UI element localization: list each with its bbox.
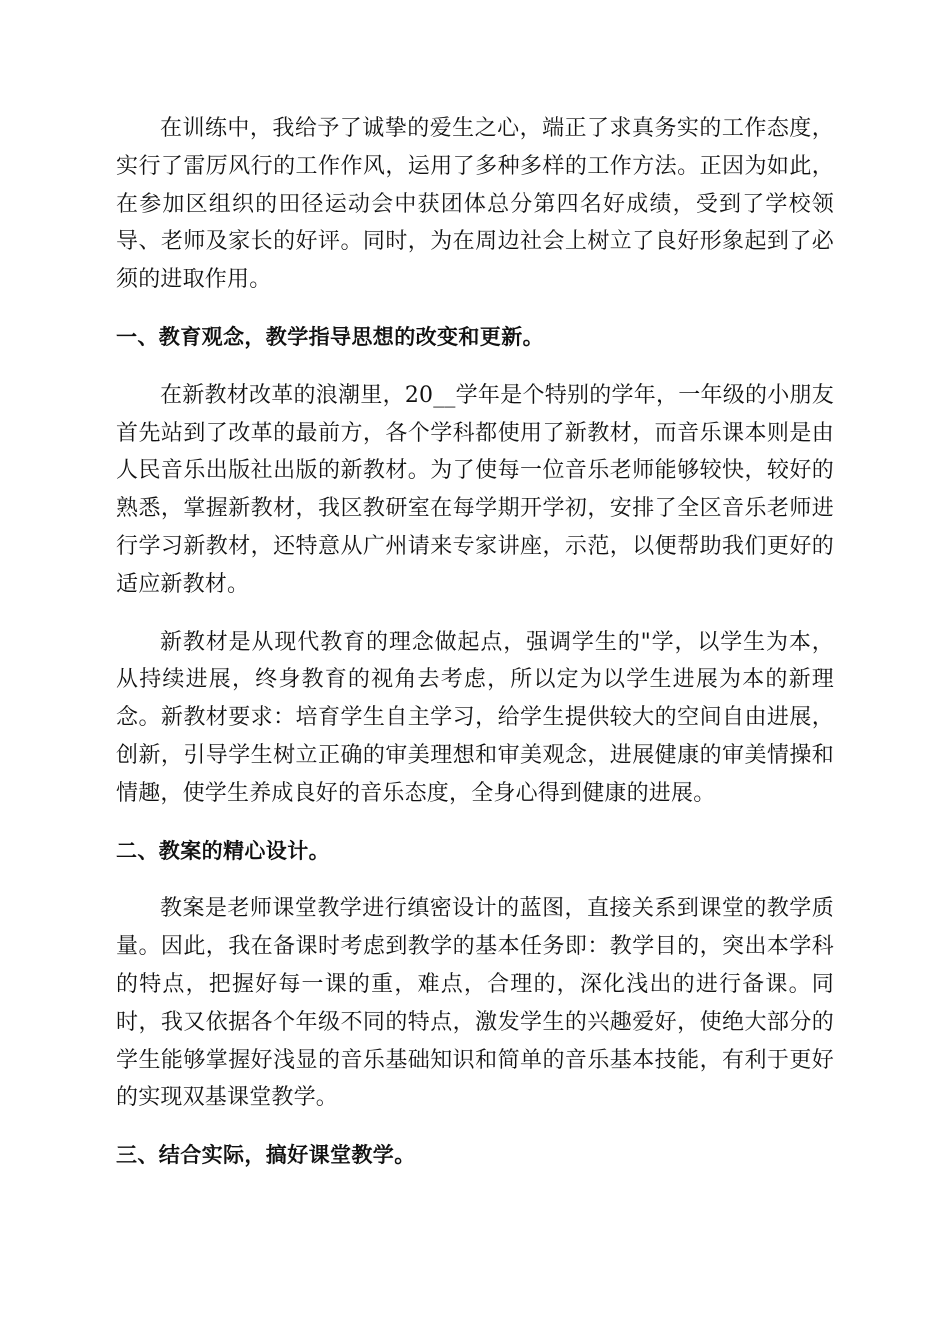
paragraph-training: 在训练中，我给予了诚挚的爱生之心，端正了求真务实的工作态度，实行了雷厉风行的工作作风，运用了多种多样的工作方法。正因为如此，在参加区组织的田径运动会中获团体总分第四名好成绩，受到了学校领导、老师及家长的好评。同时，为在周边社会上树立了良好形象起到了必须的进取作用。 [116,116,834,293]
heading-classroom-teaching: 三、结合实际，搞好课堂教学。 [116,1143,416,1168]
paragraph-new-textbook-reform: 在新教材改革的浪潮里，20__学年是个特别的学年，一年级的小朋友首先站到了改革的最前方，各个学科都使用了新教材，而音乐课本则是由人民音乐出版社出版的新教材。为了使每一位音乐老师能够较快，较好的熟悉，掌握新教材，我区教研室在每学期开学初，安排了全区音乐老师进行学习新教材，还特意从广州请来专家讲座，示范，以便帮助我们更好的适应新教材。 [116,382,834,597]
heading-lesson-plan-design: 二、教案的精心设计。 [116,838,330,863]
heading-education-concept: 一、教育观念，教学指导思想的改变和更新。 [116,324,544,349]
paragraph-new-textbook-concept: 新教材是从现代教育的理念做起点，强调学生的"学，以学生为本，从持续进展，终身教育的视角去考虑，所以定为以学生进展为本的新理念。新教材要求：培育学生自主学习，给学生提供较大的空间自由进展，创新，引导学生树立正确的审美理想和审美观念，进展健康的审美情操和情趣，使学生养成良好的音乐态度，全身心得到健康的进展。 [116,629,834,806]
document-page [116,110,834,1195]
paragraph-lesson-plan: 教案是老师课堂教学进行缜密设计的蓝图，直接关系到课堂的教学质量。因此，我在备课时考虑到教学的基本任务即：教学目的，突出本学科的特点，把握好每一课的重，难点，合理的，深化浅出的进行备课。同时，我又依据各个年级不同的特点，激发学生的兴趣爱好，使绝大部分的学生能够掌握好浅显的音乐基础知识和简单的音乐基本技能，有利于更好的实现双基课堂教学。 [116,896,834,1111]
